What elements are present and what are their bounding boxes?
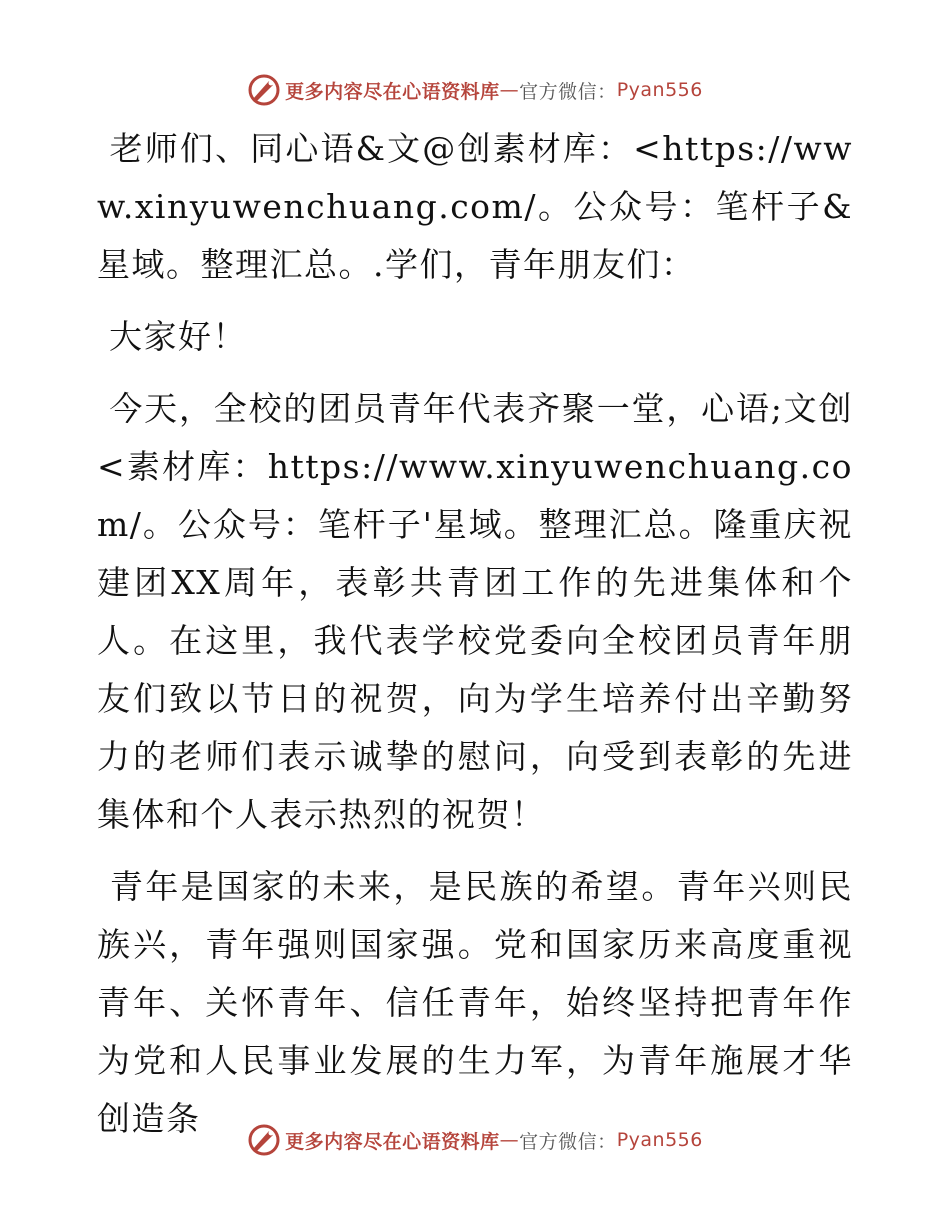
watermark-text: 更多内容尽在心语资料库 [285, 1130, 500, 1153]
watermark-label: 官方微信： [519, 1130, 617, 1153]
document-body [97, 120, 853, 1162]
paragraph [97, 120, 853, 294]
watermark-wechat-id: Pyan556 [616, 79, 703, 101]
paragraph-text: 大家好！ [109, 317, 247, 356]
pen-nib-logo-icon [247, 1123, 281, 1157]
watermark-wechat-id: Pyan556 [616, 1129, 703, 1151]
paragraph-text: 今天，全校的团员青年代表齐聚一堂，心语;文创<素材库：https://www.xinyuwenchuang.com/。公众号：笔杆子'星域。整理汇总。隆重庆祝建团XX周年，表彰共青团工作的先进集体和个人。在这里，我代表学校党委向全校团员青年朋友们致以节日的祝贺，向为学生培养付出辛勤努力的老师们表示诚挚的慰问，向受到表彰的先进集体和个人表示热烈的祝贺！ [97, 389, 853, 834]
pen-nib-logo-icon [247, 73, 281, 107]
watermark-dash: — [499, 79, 520, 101]
paragraph [97, 308, 853, 366]
paragraph-text: 老师们、同心语&文@创素材库：<https://www.xinyuwenchuang.com/。公众号：笔杆子&星域。整理汇总。.学们，青年朋友们： [97, 129, 853, 284]
footer-watermark [0, 1120, 950, 1160]
header-watermark [0, 70, 950, 110]
watermark-dash: — [499, 1129, 520, 1151]
paragraph [97, 858, 853, 1148]
watermark-text: 更多内容尽在心语资料库 [285, 80, 500, 103]
watermark-label: 官方微信： [519, 80, 617, 103]
paragraph-text: 青年是国家的未来，是民族的希望。青年兴则民族兴，青年强则国家强。党和国家历来高度重视青年、关怀青年、信任青年，始终坚持把青年作为党和人民事业发展的生力军，为青年施展才华创造条 [97, 867, 853, 1138]
paragraph [97, 380, 853, 844]
